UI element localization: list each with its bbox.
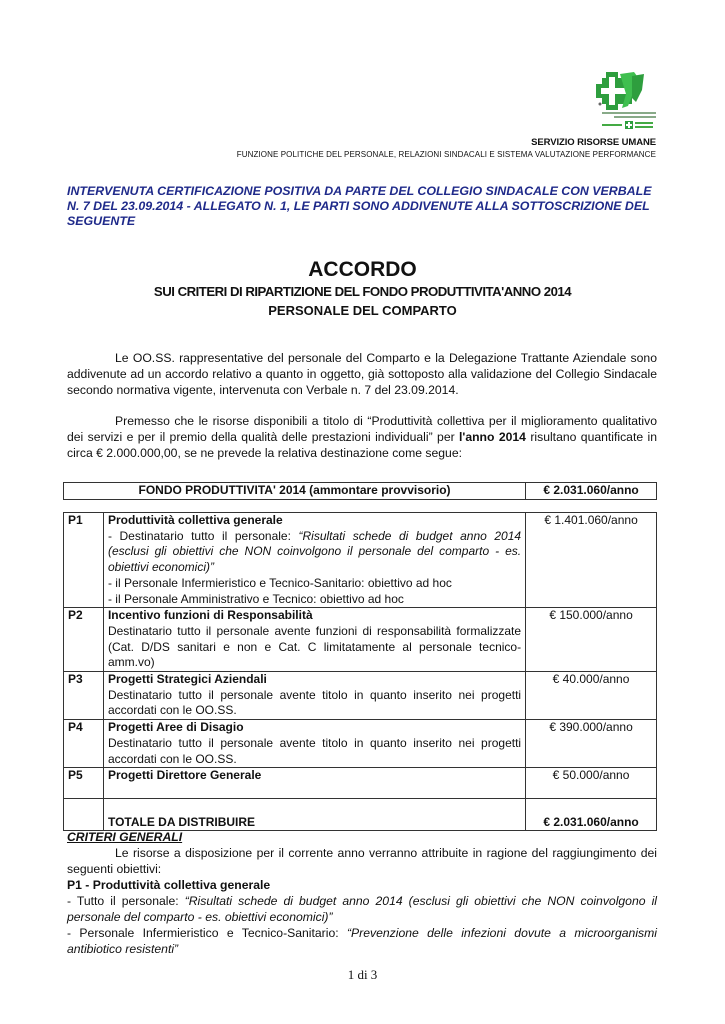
row-code: P3 (64, 672, 104, 720)
row-line: - il Personale Infermieristico e Tecnico-Sanitario: obiettivo ad hoc (107, 575, 452, 590)
table-row (64, 768, 657, 799)
criteria-p1-heading: P1 - Produttività collettiva generale (67, 878, 271, 892)
row-description (103, 608, 525, 672)
total-code-cell (64, 799, 104, 831)
criteria-intro-text: Le risorse a disposizione per il corrente anno verranno attribuite in ragione del raggiungimento dei seguenti obiettivi: (67, 846, 657, 876)
document-subtitle-2: PERSONALE DEL COMPARTO (268, 303, 457, 318)
intro-text: Le OO.SS. rappresentative del personale del Comparto e la Delegazione Trattante Aziendale sono addivenute ad un accordo relativo a quanto in oggetto, già sottoposto alla validazione del Collegio Sindacale secondo normativa vigente, intervenuta con Verbale n. 7 del 23.09.2014. (67, 351, 657, 397)
criteria-item-text: - Tutto il personale: (67, 894, 185, 908)
document-subtitle: SUI CRITERI DI RIPARTIZIONE DEL FONDO PRODUTTIVITA'ANNO 2014 (153, 284, 572, 299)
row-line-italic: “Risultati schede di budget anno 2014 (esclusi gli obiettivi che NON coinvolgono il personale del comparto - es. obiettivi economici)” (107, 528, 522, 575)
row-line (108, 529, 521, 576)
total-amount: € 2.031.060/anno (526, 799, 657, 831)
row-amount: € 50.000/anno (526, 768, 657, 799)
criteria-item-text: - Personale Infermieristico e Tecnico-Sanitario: (67, 926, 347, 940)
total-row (64, 799, 657, 831)
fund-summary-table (63, 482, 657, 500)
row-amount: € 40.000/anno (526, 672, 657, 720)
table-row (64, 672, 657, 720)
row-amount: € 390.000/anno (526, 720, 657, 768)
criteria-item-italic: “Prevenzione delle infezioni dovute a microorganismi antibiotico resistenti” (67, 926, 657, 956)
document-title: ACCORDO (308, 258, 417, 281)
fund-row (64, 483, 657, 500)
row-title: Incentivo funzioni di Responsabilità (107, 608, 313, 623)
certification-notice: INTERVENUTA CERTIFICAZIONE POSITIVA DA PARTE DEL COLLEGIO SINDACALE CON VERBALE N. 7 DEL 23.09.2014 - ALLEGATO N. 1, LE PARTI SONO ADDIVENUTE ALLA SOTTOSCRIZIONE DEL SEGUENTE (67, 184, 652, 228)
criteria-item-italic: “Risultati schede di budget anno 2014 (esclusi gli obiettivi che NON coinvolgono il personale del comparto - es. obiettivi economici)” (67, 894, 657, 924)
resources-paragraph (67, 413, 657, 461)
total-label: TOTALE DA DISTRIBUIRE (103, 799, 525, 831)
row-title: Progetti Strategici Aziendali (107, 672, 267, 687)
page-number: 1 di 3 (347, 967, 378, 982)
function-text: FUNZIONE POLITICHE DEL PERSONALE, RELAZIONI SINDACALI E SISTEMA VALUTAZIONE PERFORMANCE (236, 150, 656, 159)
general-criteria-section (67, 829, 657, 957)
criteria-heading: CRITERI GENERALI (67, 830, 183, 844)
function-line (237, 150, 656, 159)
row-description (103, 513, 525, 608)
row-code: P4 (64, 720, 104, 768)
criteria-item (67, 893, 657, 925)
row-code: P2 (64, 608, 104, 672)
hospital-logo (592, 68, 660, 134)
row-code: P5 (64, 768, 104, 799)
criteria-intro (67, 845, 657, 877)
resources-text-a: Premesso che le risorse disponibili a titolo di “Produttività collettiva per il miglioramento qualitativo dei servizi e per il premio della qualità delle prestazioni individuali” per (67, 414, 657, 444)
row-title: Progetti Aree di Disagio (107, 720, 244, 735)
resources-year: l'anno 2014 (459, 430, 526, 444)
row-line-text: - Destinatario tutto il personale: (107, 528, 299, 543)
row-amount: € 1.401.060/anno (526, 513, 657, 608)
row-title: Progetti Direttore Generale (107, 768, 262, 783)
resources-text-b: risultano quantificate in circa € 2.000.000,00, se ne prevede la relativa destinazione come segue: (67, 430, 657, 460)
row-text: Destinatario tutto il personale avente titolo in quanto inserito nei progetti accordati con le OO.SS. (107, 735, 522, 766)
service-name: SERVIZIO RISORSE UMANE (531, 137, 656, 148)
row-description (103, 672, 525, 720)
table-row (64, 720, 657, 768)
table-row (64, 513, 657, 608)
row-description (103, 720, 525, 768)
row-code: P1 (64, 513, 104, 608)
row-line: - il Personale Amministrativo e Tecnico: obiettivo ad hoc (107, 591, 404, 606)
row-description (103, 768, 525, 799)
row-text: Destinatario tutto il personale avente titolo in quanto inserito nei progetti accordati con le OO.SS. (107, 687, 522, 718)
row-amount: € 150.000/anno (526, 608, 657, 672)
allocation-table (63, 512, 657, 831)
row-title: Produttività collettiva generale (107, 513, 283, 527)
criteria-item (67, 925, 657, 957)
table-row (64, 608, 657, 672)
fund-amount: € 2.031.060/anno (526, 483, 657, 500)
intro-paragraph (67, 350, 657, 398)
green-cross-icon (592, 68, 660, 134)
row-text: Destinatario tutto il personale avente funzioni di responsabilità formalizzate (Cat. D/DS sanitari e non e Cat. C limitatamente al personale tecnico-amm.vo) (107, 623, 522, 670)
fund-label: FONDO PRODUTTIVITA' 2014 (ammontare provvisorio) (64, 483, 526, 500)
